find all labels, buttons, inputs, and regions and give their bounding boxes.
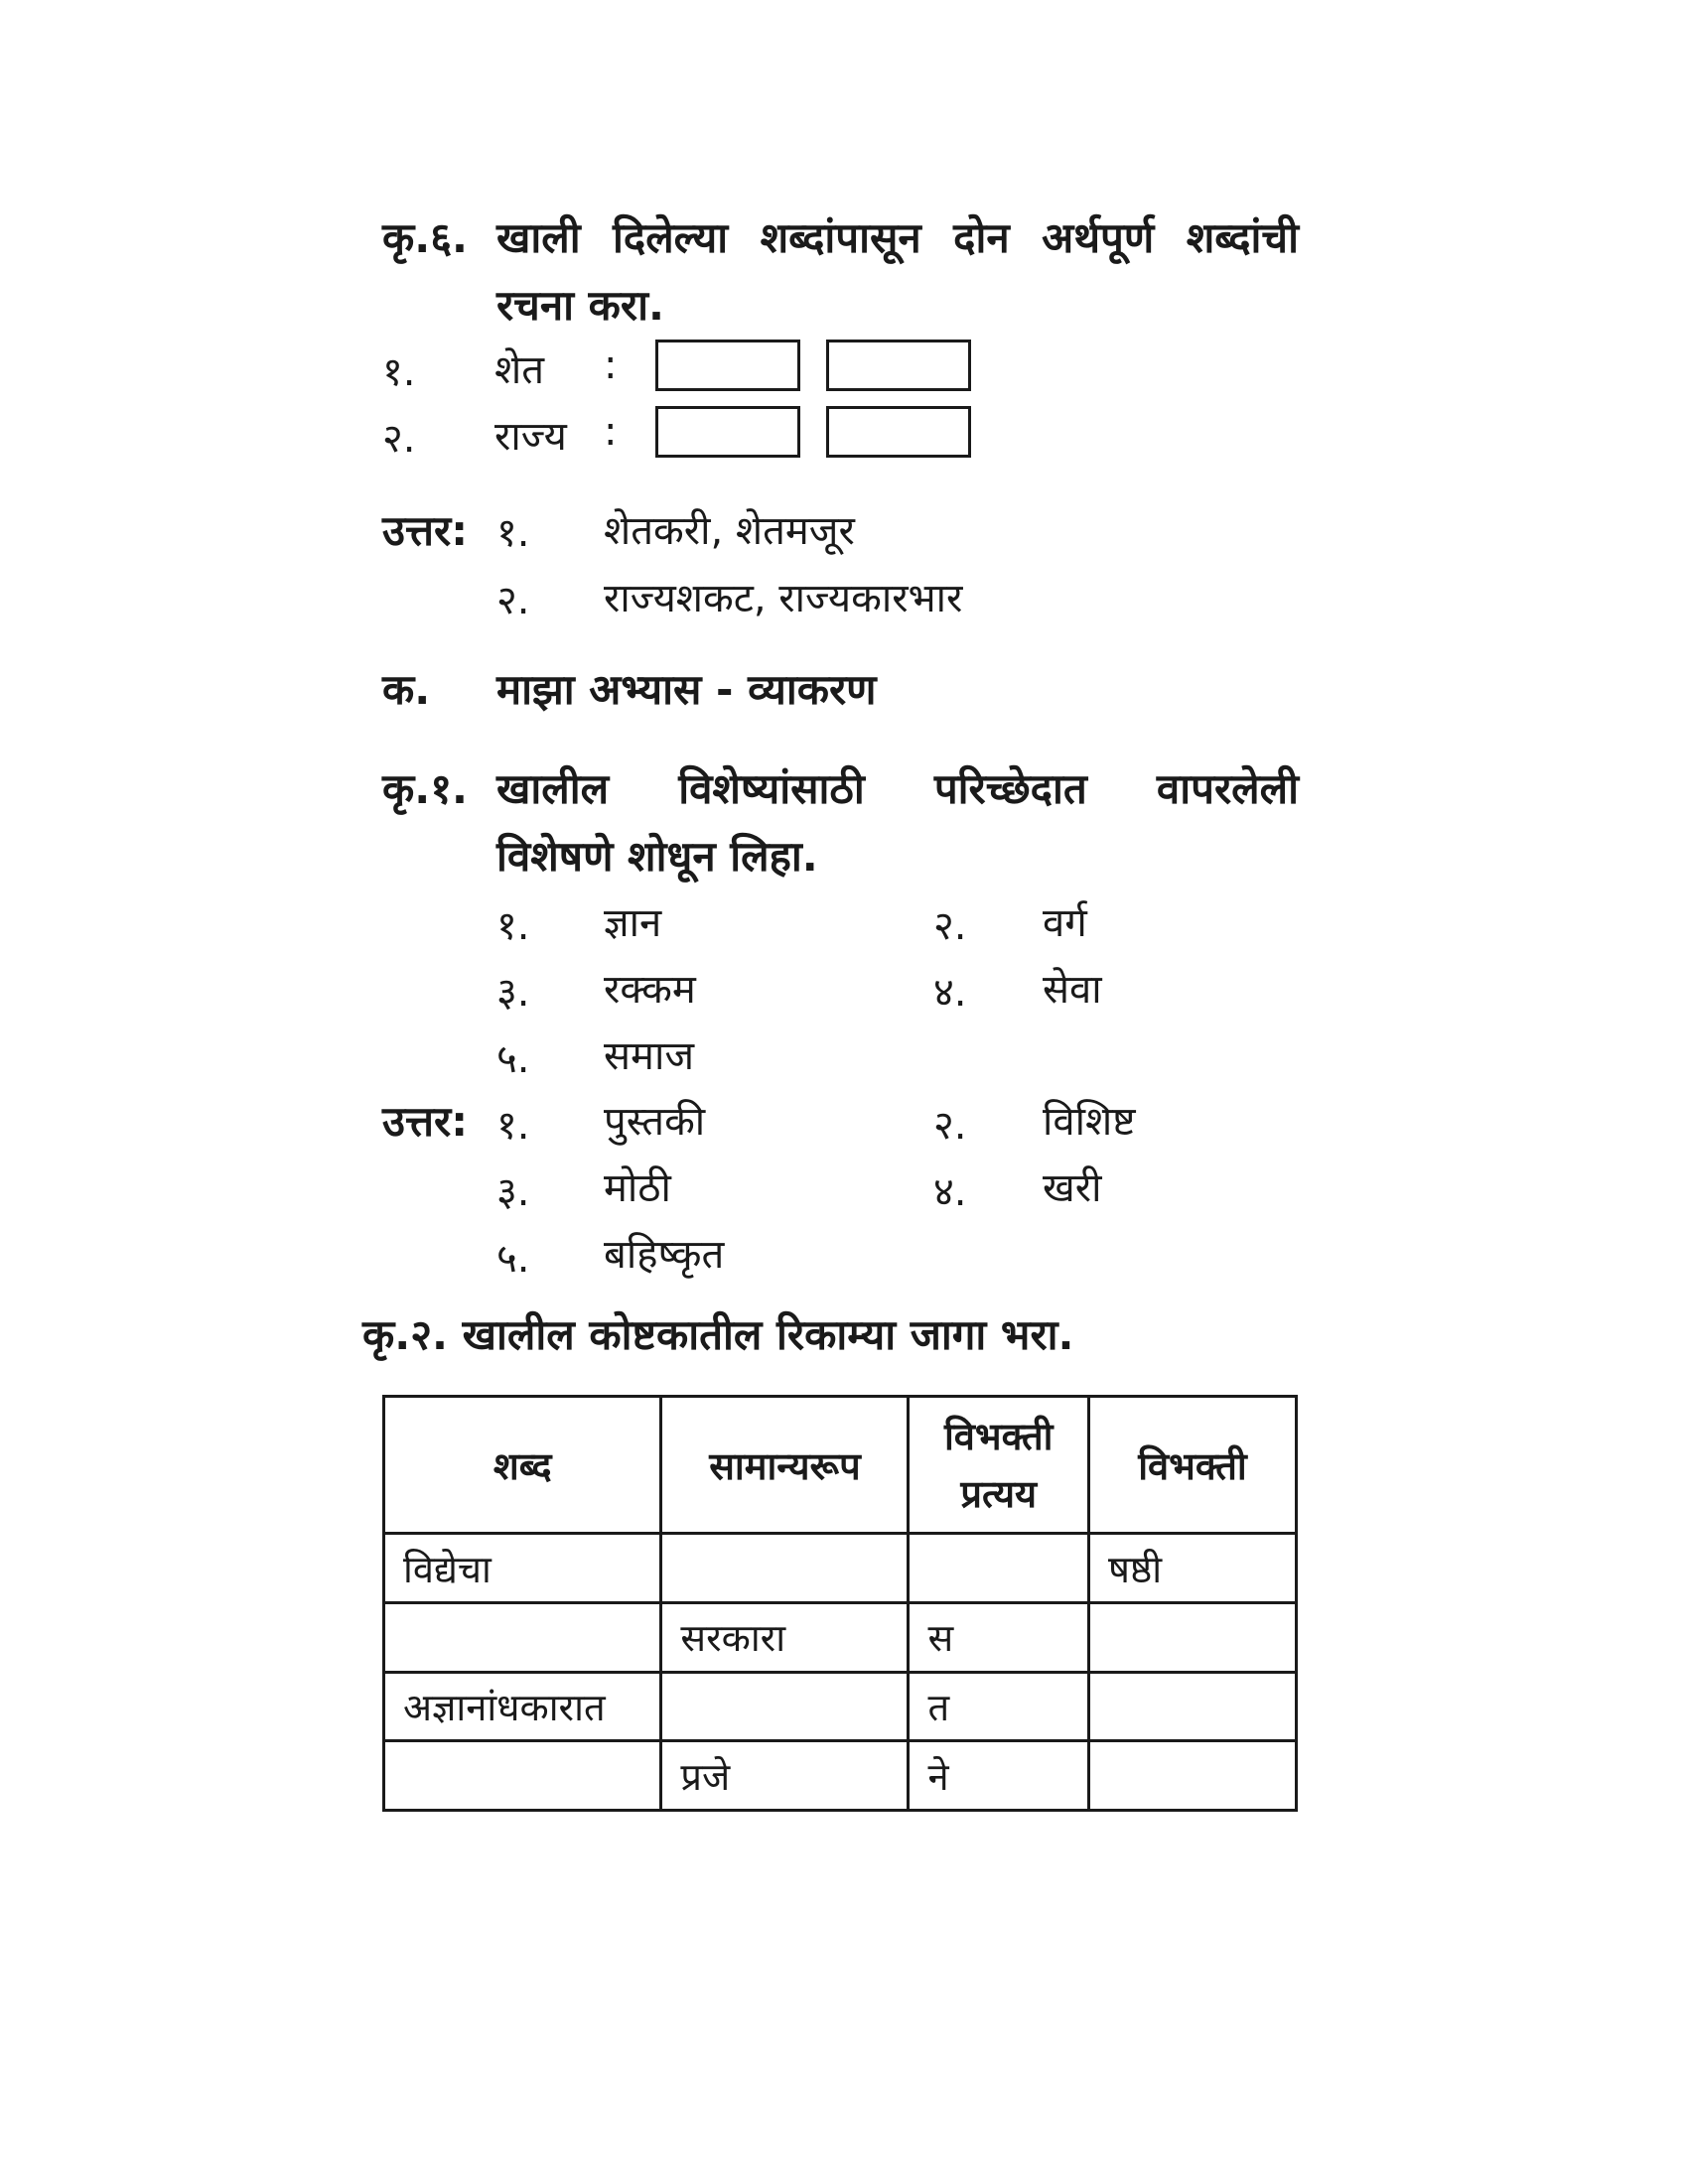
- table-cell[interactable]: [384, 1602, 661, 1672]
- q2-heading: कृ.२. खालील कोष्टकातील रिकाम्या जागा भरा.: [362, 1310, 1074, 1359]
- table-cell: प्रजे: [661, 1741, 909, 1811]
- q6-answer-2-text: राज्यशकट, राज्यकारभार: [604, 576, 963, 621]
- q1-item-5-num: ५.: [496, 1036, 530, 1082]
- q6-item-2-sep: :: [604, 409, 618, 455]
- q6-line1-word-4: दोन: [953, 213, 1010, 262]
- table-cell[interactable]: [1088, 1741, 1296, 1811]
- q1-answer-1-text: पुस्तकी: [604, 1099, 706, 1145]
- table-cell[interactable]: [909, 1534, 1088, 1603]
- q1-item-3-text: रक्कम: [604, 967, 696, 1013]
- q6-answer-1-num: १.: [496, 510, 530, 556]
- q1-answer-4-num: ४.: [933, 1169, 967, 1215]
- table-row: [384, 1672, 1297, 1741]
- q1-line2: विशेषणे शोधून लिहा.: [496, 832, 818, 881]
- table-row: [384, 1534, 1297, 1603]
- q1-answer-5-num: ५.: [496, 1236, 530, 1282]
- q6-answer-label: उत्तर:: [382, 506, 469, 555]
- q6-line1-word-3: शब्दांपासून: [760, 213, 921, 262]
- q6-item-1-num: १.: [382, 349, 416, 395]
- q1-line1-word-3: परिच्छेदात: [933, 764, 1087, 813]
- table-row: [384, 1602, 1297, 1672]
- q6-item-2-box-1[interactable]: [655, 406, 800, 458]
- q1-line1-word-1: खालील: [496, 764, 610, 813]
- table-cell: अज्ञानांधकारात: [384, 1672, 661, 1741]
- q6-item-1-word: शेत: [494, 347, 544, 393]
- q6-answer-1-text: शेतकरी, शेतमजूर: [604, 508, 855, 554]
- table-cell: स: [909, 1602, 1088, 1672]
- table-cell: विद्येचा: [384, 1534, 661, 1603]
- q6-line1-word-5: अर्थपूर्ण: [1042, 213, 1155, 262]
- q1-item-4-text: सेवा: [1043, 967, 1102, 1013]
- q1-item-4-num: ४.: [933, 970, 967, 1016]
- q1-answer-2-text: विशिष्ट: [1043, 1099, 1136, 1145]
- q1-answer-1-num: १.: [496, 1103, 530, 1149]
- fill-in-table: [382, 1395, 1298, 1812]
- q1-answer-2-num: २.: [933, 1103, 967, 1149]
- q1-line1-word-2: विशेष्यांसाठी: [678, 764, 865, 813]
- table-cell[interactable]: [661, 1672, 909, 1741]
- q1-answer-3-text: मोठी: [604, 1165, 671, 1211]
- table-cell[interactable]: [1088, 1602, 1296, 1672]
- section-label: क.: [382, 665, 431, 714]
- q1-item-1-num: १.: [496, 903, 530, 949]
- q6-line1-word-1: खाली: [496, 213, 581, 262]
- q6-line1: [496, 208, 1299, 265]
- q6-line2: रचना करा.: [496, 281, 664, 330]
- table-cell: सरकारा: [661, 1602, 909, 1672]
- q1-line1: [496, 759, 1299, 816]
- table-cell: ने: [909, 1741, 1088, 1811]
- q1-answer-4-text: खरी: [1043, 1165, 1102, 1211]
- q1-line1-word-4: वापरलेली: [1156, 764, 1299, 813]
- q6-item-2-num: २.: [382, 416, 416, 462]
- q1-item-1-text: ज्ञान: [604, 900, 662, 946]
- q6-item-2-word: राज्य: [494, 414, 567, 460]
- header-samanyarup: सामान्यरूप: [661, 1397, 909, 1534]
- table-row: [384, 1741, 1297, 1811]
- header-shabd: शब्द: [384, 1397, 661, 1534]
- header-vibhakti: विभक्ती: [1088, 1397, 1296, 1534]
- q1-answer-3-num: ३.: [496, 1169, 530, 1215]
- q6-number: कृ.६.: [382, 213, 469, 262]
- q1-item-5-text: समाज: [604, 1033, 694, 1079]
- q6-item-1-box-1[interactable]: [655, 340, 800, 391]
- q1-item-2-text: वर्ग: [1043, 900, 1087, 946]
- table-cell[interactable]: [1088, 1672, 1296, 1741]
- table-cell[interactable]: [384, 1741, 661, 1811]
- q6-item-1-sep: :: [604, 342, 618, 388]
- table-cell: त: [909, 1672, 1088, 1741]
- q6-item-2-box-2[interactable]: [826, 406, 971, 458]
- q1-answer-5-text: बहिष्कृत: [604, 1232, 725, 1278]
- q6-item-1-box-2[interactable]: [826, 340, 971, 391]
- q6-answer-2-num: २.: [496, 578, 530, 623]
- q1-number: कृ.१.: [382, 764, 469, 813]
- header-vibhakti-pratyay: विभक्ती प्रत्यय: [909, 1397, 1088, 1534]
- table-header-row: [384, 1397, 1297, 1534]
- q1-item-3-num: ३.: [496, 970, 530, 1016]
- q6-line1-word-6: शब्दांची: [1186, 213, 1299, 262]
- q1-answer-label: उत्तर:: [382, 1097, 469, 1146]
- table-cell[interactable]: [661, 1534, 909, 1603]
- q6-line1-word-2: दिलेल्या: [613, 213, 729, 262]
- section-title: माझा अभ्यास - व्याकरण: [496, 665, 877, 714]
- q1-item-2-num: २.: [933, 903, 967, 949]
- table-cell: षष्ठी: [1088, 1534, 1296, 1603]
